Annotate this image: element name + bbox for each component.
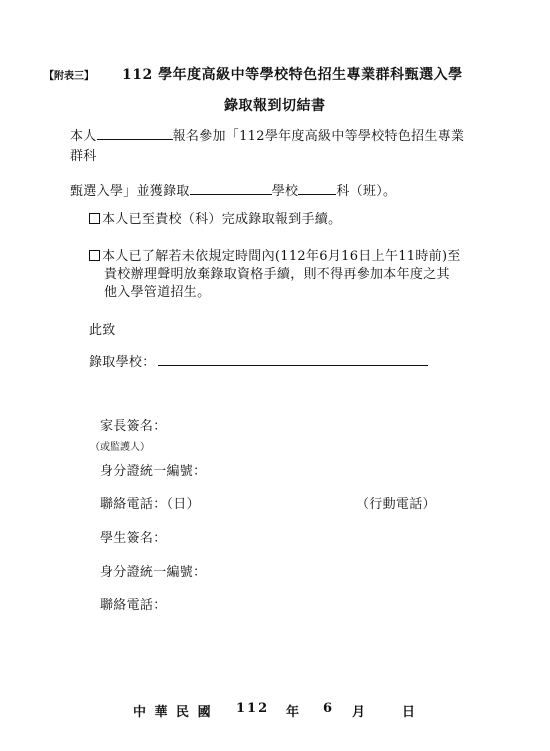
guardian-note: （或監護人） bbox=[90, 442, 150, 453]
department-text: 科（班）。 bbox=[336, 184, 397, 199]
school-text: 學校 bbox=[271, 184, 299, 199]
date-month-label: 月 bbox=[352, 705, 368, 720]
name-blank bbox=[97, 127, 173, 140]
checkbox-item-1-text: 本人已至貴校（科）完成錄取報到手續。 bbox=[102, 212, 342, 227]
date-year: 112 bbox=[236, 701, 270, 716]
date-country: 中 華 民 國 bbox=[133, 705, 213, 720]
document-date bbox=[0, 701, 550, 721]
admitted-school-line bbox=[158, 353, 428, 366]
admitted-school-row bbox=[89, 351, 428, 370]
department-blank bbox=[298, 182, 336, 195]
student-signature-label: 學生簽名： bbox=[100, 531, 167, 546]
student-phone-label: 聯絡電話： bbox=[100, 598, 167, 613]
document-title: 112 學年度高級中等學校特色招生專業群科甄選入學 bbox=[122, 67, 463, 83]
checkbox-icon[interactable] bbox=[89, 250, 100, 261]
statement-line-1-text: 報名參加「112學年度高級中等學校特色招生專業 bbox=[172, 129, 465, 144]
date-day-label: 日 bbox=[402, 705, 418, 720]
statement-line-1-continuation: 群科 bbox=[70, 149, 97, 164]
school-name-blank bbox=[190, 182, 272, 195]
checkbox-item-2[interactable] bbox=[89, 245, 461, 264]
admitted-school-label: 錄取學校： bbox=[89, 355, 156, 370]
closing-salutation: 此致 bbox=[89, 323, 116, 338]
checkbox-item-2-line-1: 本人已了解若未依規定時間內(112年6月16日上午11時前)至 bbox=[102, 249, 461, 264]
checkbox-icon[interactable] bbox=[89, 213, 100, 224]
parent-signature-label: 家長簽名： bbox=[100, 419, 167, 434]
student-id-label: 身分證統一編號： bbox=[100, 565, 207, 580]
date-month: 6 bbox=[323, 701, 335, 716]
statement-line-2 bbox=[70, 180, 396, 199]
parent-id-label: 身分證統一編號： bbox=[100, 464, 207, 479]
checkbox-item-2-line-2: 貴校辦理聲明放棄錄取資格手續，則不得再參加本年度之其 bbox=[104, 267, 450, 282]
document-subtitle: 錄取報到切結書 bbox=[224, 98, 326, 114]
statement-prefix: 本人 bbox=[70, 129, 97, 144]
parent-phone-label: 聯絡電話：（日） bbox=[100, 497, 200, 512]
mobile-phone-label: （行動電話） bbox=[356, 497, 436, 512]
date-year-label: 年 bbox=[286, 705, 302, 720]
checkbox-item-1[interactable] bbox=[89, 208, 341, 227]
admission-text: 甄選入學」並獲錄取 bbox=[70, 184, 190, 199]
appendix-tag: 【附表三】 bbox=[44, 71, 94, 82]
statement-line-1 bbox=[70, 125, 464, 144]
checkbox-item-2-line-3: 他入學管道招生。 bbox=[104, 285, 211, 300]
